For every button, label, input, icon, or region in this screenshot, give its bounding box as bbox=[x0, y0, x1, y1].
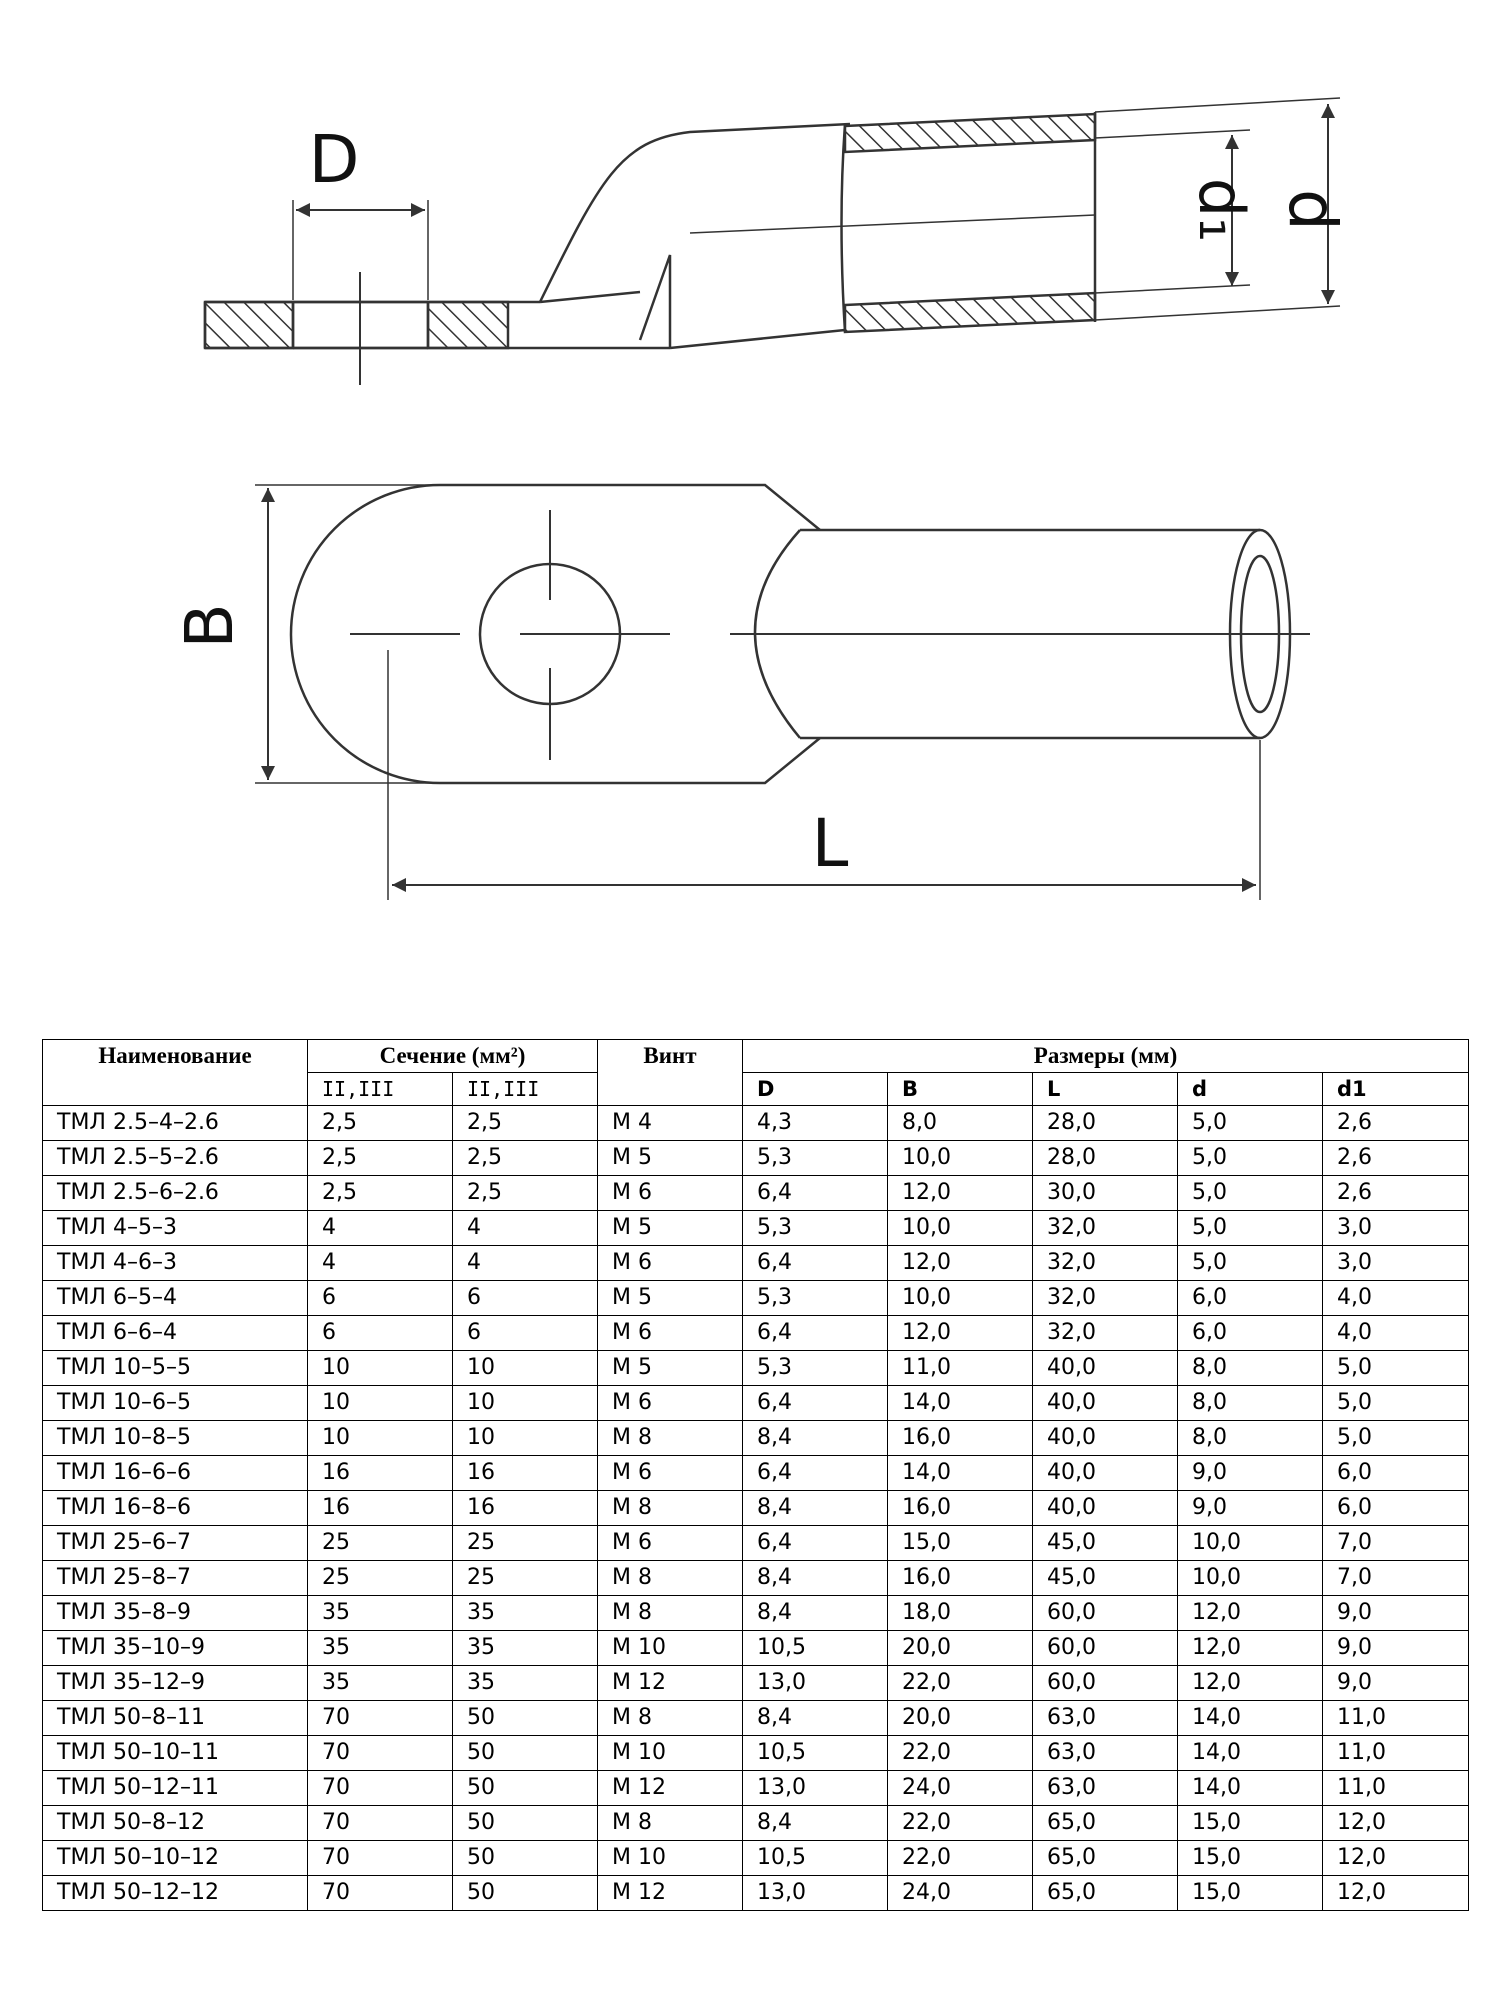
spec-table-body bbox=[43, 1106, 1469, 1911]
cell-D: 13,0 bbox=[743, 1876, 888, 1911]
cell-L: 60,0 bbox=[1033, 1666, 1178, 1701]
plate-hatch-left bbox=[205, 302, 293, 348]
cell-B: 16,0 bbox=[888, 1421, 1033, 1456]
cell-section-b: 35 bbox=[453, 1631, 598, 1666]
table-row bbox=[43, 1176, 1469, 1211]
cell-screw: М 10 bbox=[598, 1841, 743, 1876]
table-row bbox=[43, 1351, 1469, 1386]
cell-L: 32,0 bbox=[1033, 1211, 1178, 1246]
cell-screw: М 6 bbox=[598, 1246, 743, 1281]
cell-d: 14,0 bbox=[1178, 1736, 1323, 1771]
cell-D: 8,4 bbox=[743, 1421, 888, 1456]
cell-section-a: 10 bbox=[308, 1421, 453, 1456]
cell-screw: М 8 bbox=[598, 1596, 743, 1631]
cell-D: 8,4 bbox=[743, 1701, 888, 1736]
table-row bbox=[43, 1876, 1469, 1911]
table-row bbox=[43, 1316, 1469, 1351]
cell-screw: М 12 bbox=[598, 1666, 743, 1701]
header-screw: Винт bbox=[598, 1040, 743, 1106]
header-name: Наименование bbox=[43, 1040, 308, 1106]
cell-section-b: 2,5 bbox=[453, 1176, 598, 1211]
cell-L: 45,0 bbox=[1033, 1561, 1178, 1596]
cell-D: 5,3 bbox=[743, 1141, 888, 1176]
cell-d1: 11,0 bbox=[1323, 1771, 1469, 1806]
cell-B: 16,0 bbox=[888, 1491, 1033, 1526]
cell-screw: М 10 bbox=[598, 1736, 743, 1771]
cell-B: 20,0 bbox=[888, 1701, 1033, 1736]
cell-d1: 11,0 bbox=[1323, 1736, 1469, 1771]
cell-name: ТМЛ 35–8–9 bbox=[43, 1596, 308, 1631]
cell-section-a: 10 bbox=[308, 1386, 453, 1421]
subheader-section-b: II,III bbox=[453, 1073, 598, 1106]
cell-L: 65,0 bbox=[1033, 1806, 1178, 1841]
subheader-L: L bbox=[1033, 1073, 1178, 1106]
cell-name: ТМЛ 50–10–11 bbox=[43, 1736, 308, 1771]
cell-d: 8,0 bbox=[1178, 1386, 1323, 1421]
cell-d1: 11,0 bbox=[1323, 1701, 1469, 1736]
cable-lug-drawing bbox=[0, 0, 1500, 960]
cell-name: ТМЛ 4–6–3 bbox=[43, 1246, 308, 1281]
cell-section-b: 35 bbox=[453, 1666, 598, 1701]
cell-d: 9,0 bbox=[1178, 1491, 1323, 1526]
cell-B: 22,0 bbox=[888, 1806, 1033, 1841]
cell-d: 9,0 bbox=[1178, 1456, 1323, 1491]
cell-section-a: 16 bbox=[308, 1491, 453, 1526]
cell-screw: М 8 bbox=[598, 1701, 743, 1736]
cell-name: ТМЛ 50–8–11 bbox=[43, 1701, 308, 1736]
cell-screw: М 8 bbox=[598, 1491, 743, 1526]
cell-section-b: 50 bbox=[453, 1736, 598, 1771]
cell-d1: 3,0 bbox=[1323, 1211, 1469, 1246]
header-section: Сечение (мм²) bbox=[308, 1040, 598, 1073]
cell-section-a: 16 bbox=[308, 1456, 453, 1491]
cell-d1: 9,0 bbox=[1323, 1631, 1469, 1666]
table-row bbox=[43, 1666, 1469, 1701]
cell-section-b: 4 bbox=[453, 1246, 598, 1281]
spec-table bbox=[42, 1039, 1469, 1911]
cell-D: 6,4 bbox=[743, 1176, 888, 1211]
cell-L: 60,0 bbox=[1033, 1631, 1178, 1666]
cell-d: 8,0 bbox=[1178, 1421, 1323, 1456]
cell-section-a: 25 bbox=[308, 1526, 453, 1561]
cell-section-b: 4 bbox=[453, 1211, 598, 1246]
table-row bbox=[43, 1631, 1469, 1666]
cell-d1: 2,6 bbox=[1323, 1106, 1469, 1141]
cell-section-b: 35 bbox=[453, 1596, 598, 1631]
cell-section-a: 35 bbox=[308, 1631, 453, 1666]
table-row bbox=[43, 1596, 1469, 1631]
cell-B: 12,0 bbox=[888, 1246, 1033, 1281]
table-row bbox=[43, 1561, 1469, 1596]
cell-L: 32,0 bbox=[1033, 1246, 1178, 1281]
cell-d: 15,0 bbox=[1178, 1876, 1323, 1911]
cell-B: 24,0 bbox=[888, 1771, 1033, 1806]
subheader-d1: d1 bbox=[1323, 1073, 1469, 1106]
cell-d: 12,0 bbox=[1178, 1596, 1323, 1631]
cell-section-a: 35 bbox=[308, 1666, 453, 1701]
cell-L: 63,0 bbox=[1033, 1701, 1178, 1736]
cell-d: 5,0 bbox=[1178, 1211, 1323, 1246]
cell-section-b: 2,5 bbox=[453, 1106, 598, 1141]
cell-d1: 5,0 bbox=[1323, 1386, 1469, 1421]
table-row bbox=[43, 1211, 1469, 1246]
cell-D: 6,4 bbox=[743, 1526, 888, 1561]
cell-L: 40,0 bbox=[1033, 1456, 1178, 1491]
cell-D: 5,3 bbox=[743, 1281, 888, 1316]
cell-B: 14,0 bbox=[888, 1386, 1033, 1421]
cell-screw: М 8 bbox=[598, 1806, 743, 1841]
cell-section-a: 70 bbox=[308, 1841, 453, 1876]
cell-d1: 12,0 bbox=[1323, 1806, 1469, 1841]
cell-section-b: 16 bbox=[453, 1456, 598, 1491]
cell-name: ТМЛ 25–8–7 bbox=[43, 1561, 308, 1596]
cell-section-b: 50 bbox=[453, 1806, 598, 1841]
subheader-d: d bbox=[1178, 1073, 1323, 1106]
cell-d1: 9,0 bbox=[1323, 1596, 1469, 1631]
cell-name: ТМЛ 10–8–5 bbox=[43, 1421, 308, 1456]
cell-d: 14,0 bbox=[1178, 1771, 1323, 1806]
subheader-D: D bbox=[743, 1073, 888, 1106]
cell-D: 8,4 bbox=[743, 1491, 888, 1526]
cell-section-a: 2,5 bbox=[308, 1106, 453, 1141]
cell-name: ТМЛ 35–12–9 bbox=[43, 1666, 308, 1701]
cell-B: 20,0 bbox=[888, 1631, 1033, 1666]
cell-d1: 5,0 bbox=[1323, 1351, 1469, 1386]
cell-screw: М 12 bbox=[598, 1771, 743, 1806]
cell-section-a: 25 bbox=[308, 1561, 453, 1596]
cell-d: 6,0 bbox=[1178, 1281, 1323, 1316]
cell-section-a: 2,5 bbox=[308, 1141, 453, 1176]
cell-L: 60,0 bbox=[1033, 1596, 1178, 1631]
table-row bbox=[43, 1246, 1469, 1281]
cell-section-b: 50 bbox=[453, 1876, 598, 1911]
cell-section-b: 2,5 bbox=[453, 1141, 598, 1176]
cell-d1: 7,0 bbox=[1323, 1526, 1469, 1561]
cell-L: 32,0 bbox=[1033, 1316, 1178, 1351]
table-row bbox=[43, 1806, 1469, 1841]
cell-D: 5,3 bbox=[743, 1211, 888, 1246]
cell-d: 5,0 bbox=[1178, 1176, 1323, 1211]
cell-L: 40,0 bbox=[1033, 1421, 1178, 1456]
cell-section-a: 10 bbox=[308, 1351, 453, 1386]
label-L: L bbox=[811, 805, 849, 882]
cell-name: ТМЛ 50–12–11 bbox=[43, 1771, 308, 1806]
cell-L: 65,0 bbox=[1033, 1841, 1178, 1876]
table-row bbox=[43, 1736, 1469, 1771]
table-row bbox=[43, 1281, 1469, 1316]
cell-screw: М 6 bbox=[598, 1176, 743, 1211]
cell-d1: 7,0 bbox=[1323, 1561, 1469, 1596]
cell-L: 28,0 bbox=[1033, 1106, 1178, 1141]
cell-d1: 9,0 bbox=[1323, 1666, 1469, 1701]
cell-screw: М 8 bbox=[598, 1561, 743, 1596]
cell-section-a: 70 bbox=[308, 1736, 453, 1771]
cell-section-b: 10 bbox=[453, 1421, 598, 1456]
cell-B: 10,0 bbox=[888, 1211, 1033, 1246]
cell-L: 40,0 bbox=[1033, 1351, 1178, 1386]
cell-D: 10,5 bbox=[743, 1841, 888, 1876]
cell-name: ТМЛ 2.5–5–2.6 bbox=[43, 1141, 308, 1176]
subheader-B: B bbox=[888, 1073, 1033, 1106]
cell-d: 6,0 bbox=[1178, 1316, 1323, 1351]
table-row bbox=[43, 1771, 1469, 1806]
cell-name: ТМЛ 6–6–4 bbox=[43, 1316, 308, 1351]
cell-screw: М 6 bbox=[598, 1456, 743, 1491]
cell-D: 8,4 bbox=[743, 1806, 888, 1841]
cell-section-a: 4 bbox=[308, 1246, 453, 1281]
cell-L: 65,0 bbox=[1033, 1876, 1178, 1911]
cell-name: ТМЛ 6–5–4 bbox=[43, 1281, 308, 1316]
cell-name: ТМЛ 50–12–12 bbox=[43, 1876, 308, 1911]
cell-section-a: 70 bbox=[308, 1701, 453, 1736]
cell-D: 13,0 bbox=[743, 1666, 888, 1701]
cell-d1: 4,0 bbox=[1323, 1316, 1469, 1351]
table-row bbox=[43, 1106, 1469, 1141]
cell-section-b: 16 bbox=[453, 1491, 598, 1526]
cell-B: 22,0 bbox=[888, 1841, 1033, 1876]
cell-D: 10,5 bbox=[743, 1736, 888, 1771]
table-row bbox=[43, 1456, 1469, 1491]
cell-name: ТМЛ 16–8–6 bbox=[43, 1491, 308, 1526]
cell-section-b: 6 bbox=[453, 1316, 598, 1351]
cell-D: 6,4 bbox=[743, 1316, 888, 1351]
cell-screw: М 6 bbox=[598, 1526, 743, 1561]
cell-D: 8,4 bbox=[743, 1561, 888, 1596]
cell-d1: 12,0 bbox=[1323, 1841, 1469, 1876]
cell-B: 12,0 bbox=[888, 1176, 1033, 1211]
cell-section-a: 6 bbox=[308, 1281, 453, 1316]
cell-D: 4,3 bbox=[743, 1106, 888, 1141]
cell-D: 6,4 bbox=[743, 1456, 888, 1491]
cell-screw: М 4 bbox=[598, 1106, 743, 1141]
cell-d1: 4,0 bbox=[1323, 1281, 1469, 1316]
cell-D: 10,5 bbox=[743, 1631, 888, 1666]
table-row bbox=[43, 1421, 1469, 1456]
cell-d1: 12,0 bbox=[1323, 1876, 1469, 1911]
cell-section-a: 70 bbox=[308, 1771, 453, 1806]
cell-section-b: 50 bbox=[453, 1841, 598, 1876]
table-row bbox=[43, 1701, 1469, 1736]
cell-D: 6,4 bbox=[743, 1246, 888, 1281]
cell-section-a: 35 bbox=[308, 1596, 453, 1631]
label-d1: d₁ bbox=[1185, 177, 1258, 243]
cell-D: 8,4 bbox=[743, 1596, 888, 1631]
cell-B: 14,0 bbox=[888, 1456, 1033, 1491]
label-D: D bbox=[308, 121, 360, 198]
cell-name: ТМЛ 10–5–5 bbox=[43, 1351, 308, 1386]
cell-screw: М 5 bbox=[598, 1351, 743, 1386]
cell-screw: М 8 bbox=[598, 1421, 743, 1456]
cell-name: ТМЛ 50–10–12 bbox=[43, 1841, 308, 1876]
cell-d: 15,0 bbox=[1178, 1806, 1323, 1841]
cell-d: 14,0 bbox=[1178, 1701, 1323, 1736]
cell-screw: М 6 bbox=[598, 1316, 743, 1351]
cell-L: 63,0 bbox=[1033, 1736, 1178, 1771]
cell-L: 40,0 bbox=[1033, 1491, 1178, 1526]
cell-section-b: 50 bbox=[453, 1771, 598, 1806]
cell-screw: М 6 bbox=[598, 1386, 743, 1421]
cell-d1: 3,0 bbox=[1323, 1246, 1469, 1281]
table-row bbox=[43, 1526, 1469, 1561]
cell-section-a: 70 bbox=[308, 1876, 453, 1911]
cell-section-a: 2,5 bbox=[308, 1176, 453, 1211]
cell-B: 8,0 bbox=[888, 1106, 1033, 1141]
cell-L: 45,0 bbox=[1033, 1526, 1178, 1561]
table-row bbox=[43, 1841, 1469, 1876]
cell-name: ТМЛ 10–6–5 bbox=[43, 1386, 308, 1421]
header-row bbox=[43, 1040, 1469, 1073]
header-dimensions: Размеры (мм) bbox=[743, 1040, 1469, 1073]
table-row bbox=[43, 1386, 1469, 1421]
cell-L: 63,0 bbox=[1033, 1771, 1178, 1806]
cell-section-b: 25 bbox=[453, 1526, 598, 1561]
cell-name: ТМЛ 16–6–6 bbox=[43, 1456, 308, 1491]
cell-d: 8,0 bbox=[1178, 1351, 1323, 1386]
table-row bbox=[43, 1141, 1469, 1176]
label-B: B bbox=[171, 603, 248, 649]
tube-bottom-wall-hatch bbox=[845, 293, 1095, 332]
cell-screw: М 5 bbox=[598, 1281, 743, 1316]
cell-section-b: 6 bbox=[453, 1281, 598, 1316]
cell-section-b: 10 bbox=[453, 1351, 598, 1386]
cell-d: 5,0 bbox=[1178, 1141, 1323, 1176]
table-row bbox=[43, 1491, 1469, 1526]
cell-L: 40,0 bbox=[1033, 1386, 1178, 1421]
cell-section-b: 25 bbox=[453, 1561, 598, 1596]
label-d: d bbox=[1274, 189, 1351, 231]
cell-D: 13,0 bbox=[743, 1771, 888, 1806]
cell-d: 5,0 bbox=[1178, 1246, 1323, 1281]
cell-d: 15,0 bbox=[1178, 1841, 1323, 1876]
cell-d1: 5,0 bbox=[1323, 1421, 1469, 1456]
plate-hatch-right bbox=[428, 302, 508, 348]
cell-d1: 6,0 bbox=[1323, 1491, 1469, 1526]
cell-B: 24,0 bbox=[888, 1876, 1033, 1911]
cell-name: ТМЛ 35–10–9 bbox=[43, 1631, 308, 1666]
cell-D: 5,3 bbox=[743, 1351, 888, 1386]
cell-name: ТМЛ 4–5–3 bbox=[43, 1211, 308, 1246]
cell-d: 10,0 bbox=[1178, 1526, 1323, 1561]
cell-B: 22,0 bbox=[888, 1666, 1033, 1701]
tube-top-wall-hatch bbox=[845, 114, 1095, 152]
cell-d: 12,0 bbox=[1178, 1666, 1323, 1701]
cell-d1: 2,6 bbox=[1323, 1176, 1469, 1211]
cell-L: 28,0 bbox=[1033, 1141, 1178, 1176]
cell-L: 32,0 bbox=[1033, 1281, 1178, 1316]
cell-B: 22,0 bbox=[888, 1736, 1033, 1771]
cell-section-b: 50 bbox=[453, 1701, 598, 1736]
cell-B: 10,0 bbox=[888, 1141, 1033, 1176]
cell-name: ТМЛ 25–6–7 bbox=[43, 1526, 308, 1561]
subheader-section-a: II,III bbox=[308, 1073, 453, 1106]
top-plan-view bbox=[255, 485, 1310, 900]
technical-drawing bbox=[0, 0, 1500, 960]
cell-name: ТМЛ 50–8–12 bbox=[43, 1806, 308, 1841]
cell-B: 10,0 bbox=[888, 1281, 1033, 1316]
cell-d: 5,0 bbox=[1178, 1106, 1323, 1141]
cell-D: 6,4 bbox=[743, 1386, 888, 1421]
cell-section-a: 4 bbox=[308, 1211, 453, 1246]
cell-section-b: 10 bbox=[453, 1386, 598, 1421]
cell-screw: М 5 bbox=[598, 1141, 743, 1176]
cell-d1: 6,0 bbox=[1323, 1456, 1469, 1491]
cell-d: 12,0 bbox=[1178, 1631, 1323, 1666]
cell-name: ТМЛ 2.5–6–2.6 bbox=[43, 1176, 308, 1211]
cell-B: 11,0 bbox=[888, 1351, 1033, 1386]
side-section-view bbox=[205, 98, 1340, 385]
cell-B: 18,0 bbox=[888, 1596, 1033, 1631]
cell-name: ТМЛ 2.5–4–2.6 bbox=[43, 1106, 308, 1141]
cell-B: 15,0 bbox=[888, 1526, 1033, 1561]
cell-d1: 2,6 bbox=[1323, 1141, 1469, 1176]
cell-screw: М 5 bbox=[598, 1211, 743, 1246]
cell-screw: М 12 bbox=[598, 1876, 743, 1911]
cell-section-a: 6 bbox=[308, 1316, 453, 1351]
cell-screw: М 10 bbox=[598, 1631, 743, 1666]
cell-d: 10,0 bbox=[1178, 1561, 1323, 1596]
cell-B: 16,0 bbox=[888, 1561, 1033, 1596]
cell-L: 30,0 bbox=[1033, 1176, 1178, 1211]
cell-section-a: 70 bbox=[308, 1806, 453, 1841]
cell-B: 12,0 bbox=[888, 1316, 1033, 1351]
